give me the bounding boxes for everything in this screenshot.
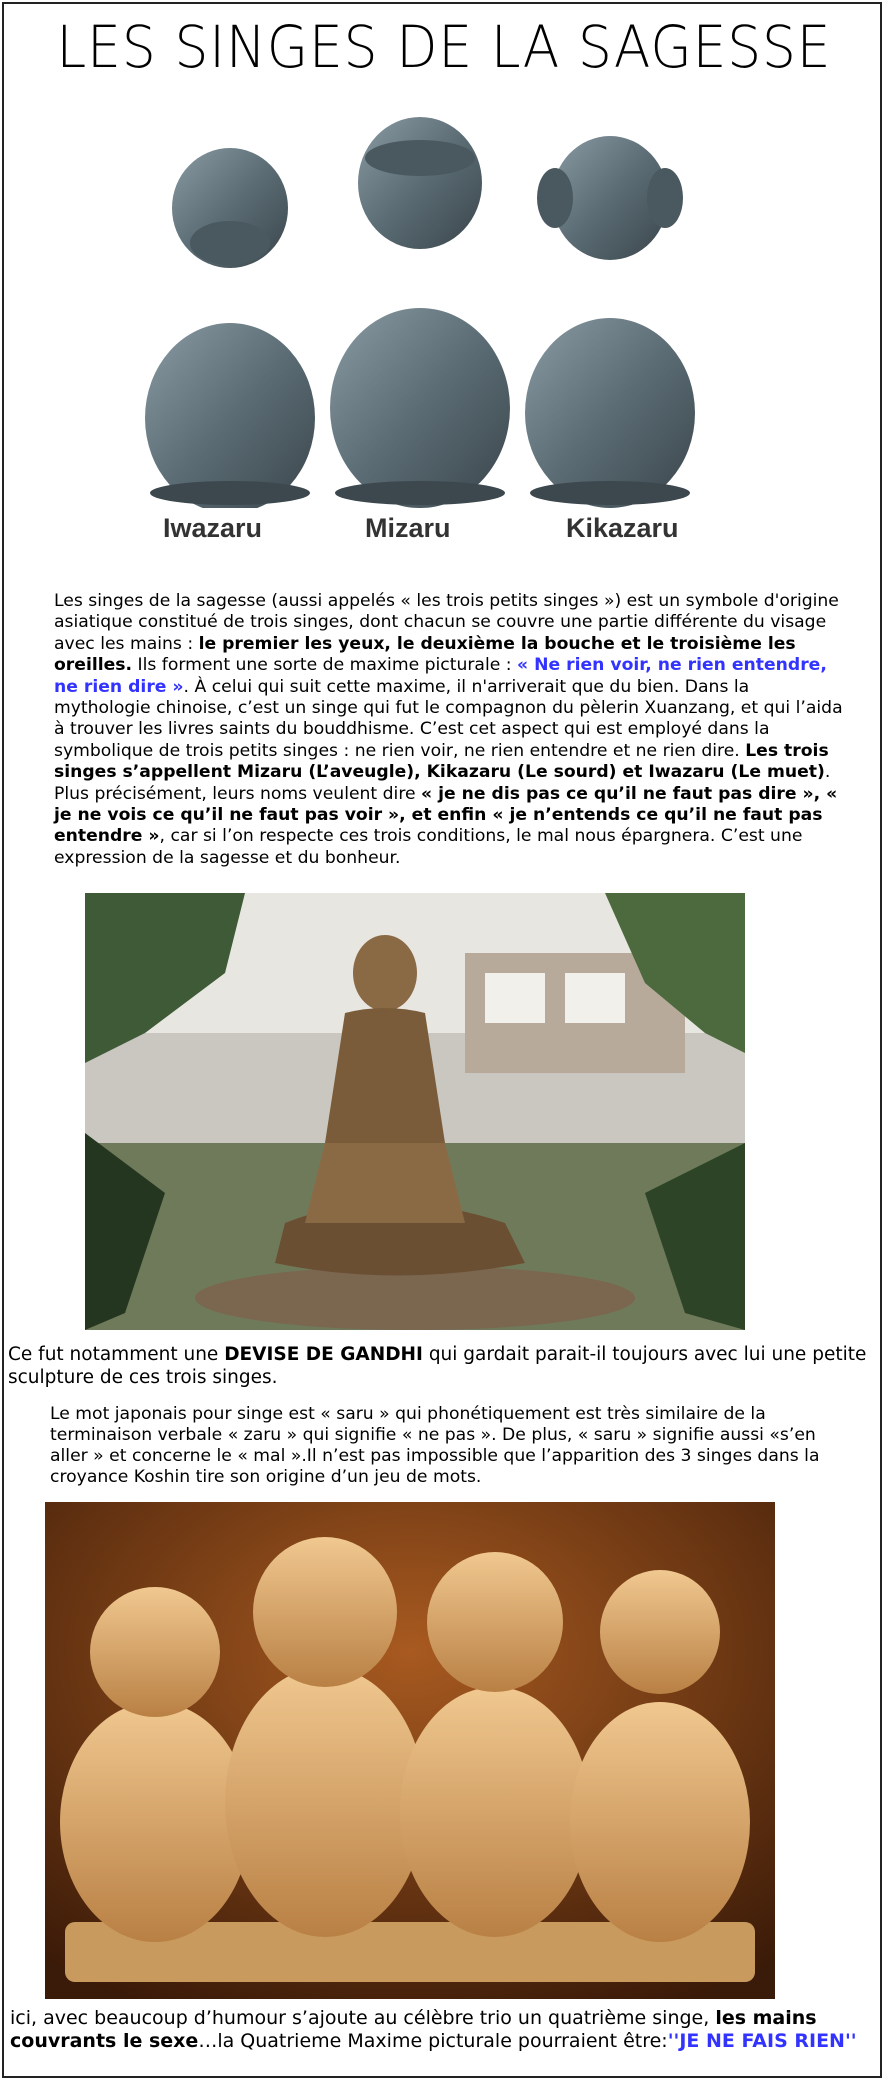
saru-paragraph: Le mot japonais pour singe est « saru » qui phonétiquement est très similaire de la terminaison verbale « zaru » qui signifie « ne pas ». De plus, « saru » signifie aussi «s’en aller » et concerne le « mal ».Il n’est pas impossible que l’apparition des 3 singes dans la croyance Koshin tire son origine d’un jeu de mots.: [50, 1404, 820, 1487]
intro-bold-1: le premier les yeux, le deuxième la bouche et le troisième les oreilles.: [54, 633, 796, 676]
page-title: LES SINGES DE LA SAGESSE: [56, 13, 832, 81]
maxim-highlight: « Ne rien voir, ne rien entendre, ne rien dire »: [54, 655, 827, 697]
fourth-text-1: ici, avec beaucoup d’humour s’ajoute au célèbre trio un quatrième singe,: [10, 2007, 716, 2029]
intro-text-1: Les singes de la sagesse (aussi appelés « les trois petits singes ») est un symbole d'origine asiatique constitué de trois singes, dont chacun se couvre une partie différente du visage avec les mains :: [54, 591, 839, 654]
monkey-four-3: [400, 1687, 590, 1937]
intro-text-2: Ils forment une sorte de maxime picturale :: [132, 655, 518, 676]
monkey-four-4: [570, 1702, 750, 1942]
gandhi-text-2: qui gardait parait-il toujours avec lui une petite sculpture de ces trois singes.: [8, 1344, 867, 1388]
intro-text-3: . À celui qui suit cette maxime, il n'arriverait que du bien. Dans la mythologie chinoise, c’est un singe qui fut le compagnon du pèlerin Xuanzang, et qui l’aida à trouver les livres saints du bouddhisme. C’est cet aspect qui est employé dans la symbolique de trois petits singes : ne rien voir, ne rien entendre et ne rien dire.: [54, 676, 843, 761]
fourth-text-2: …la Quatrieme Maxime picturale pourraient être:: [198, 2030, 668, 2052]
three-monkeys-illustration: [130, 88, 710, 508]
fourth-monkey-paragraph: [10, 2007, 880, 2053]
intro-bold-3: « je ne dis pas ce qu’il ne faut pas dire », « je ne vois ce qu’il ne faut pas voir », et enfin « je n’entends ce qu’il ne faut pas entendre »: [54, 783, 838, 847]
monkey-four-1: [60, 1702, 250, 1942]
gandhi-motto: DEVISE DE GANDHI: [224, 1344, 423, 1365]
four-monkeys-illustration: [45, 1502, 775, 1999]
monkey-four-2: [225, 1667, 425, 1937]
fourth-bold: les mains couvrants le sexe: [10, 2007, 817, 2052]
label-kikazaru: Kikazaru: [566, 513, 679, 543]
gandhi-paragraph: [8, 1343, 878, 1389]
gandhi-statue-image: [85, 893, 745, 1330]
label-mizaru: Mizaru: [365, 513, 451, 543]
gandhi-statue-illustration: [85, 893, 745, 1330]
three-monkeys-image: [130, 88, 710, 508]
label-iwazaru: Iwazaru: [163, 513, 263, 543]
intro-text-4: . Plus précisément, leurs noms veulent dire: [54, 762, 831, 804]
intro-text-5: , car si l’on respecte ces trois conditions, le mal nous épargnera. C’est une expression de la sagesse et du bonheur.: [54, 826, 803, 868]
fourth-maxim-highlight: ''JE NE FAIS RIEN'': [667, 2030, 857, 2052]
four-monkeys-image: [45, 1502, 775, 1999]
intro-bold-2: Les trois singes s’appellent Mizaru (L’aveugle), Kikazaru (Le sourd) et Iwazaru (Le muet): [54, 740, 829, 783]
gandhi-text-1: Ce fut notamment une: [8, 1344, 225, 1365]
intro-paragraph: [54, 591, 844, 869]
